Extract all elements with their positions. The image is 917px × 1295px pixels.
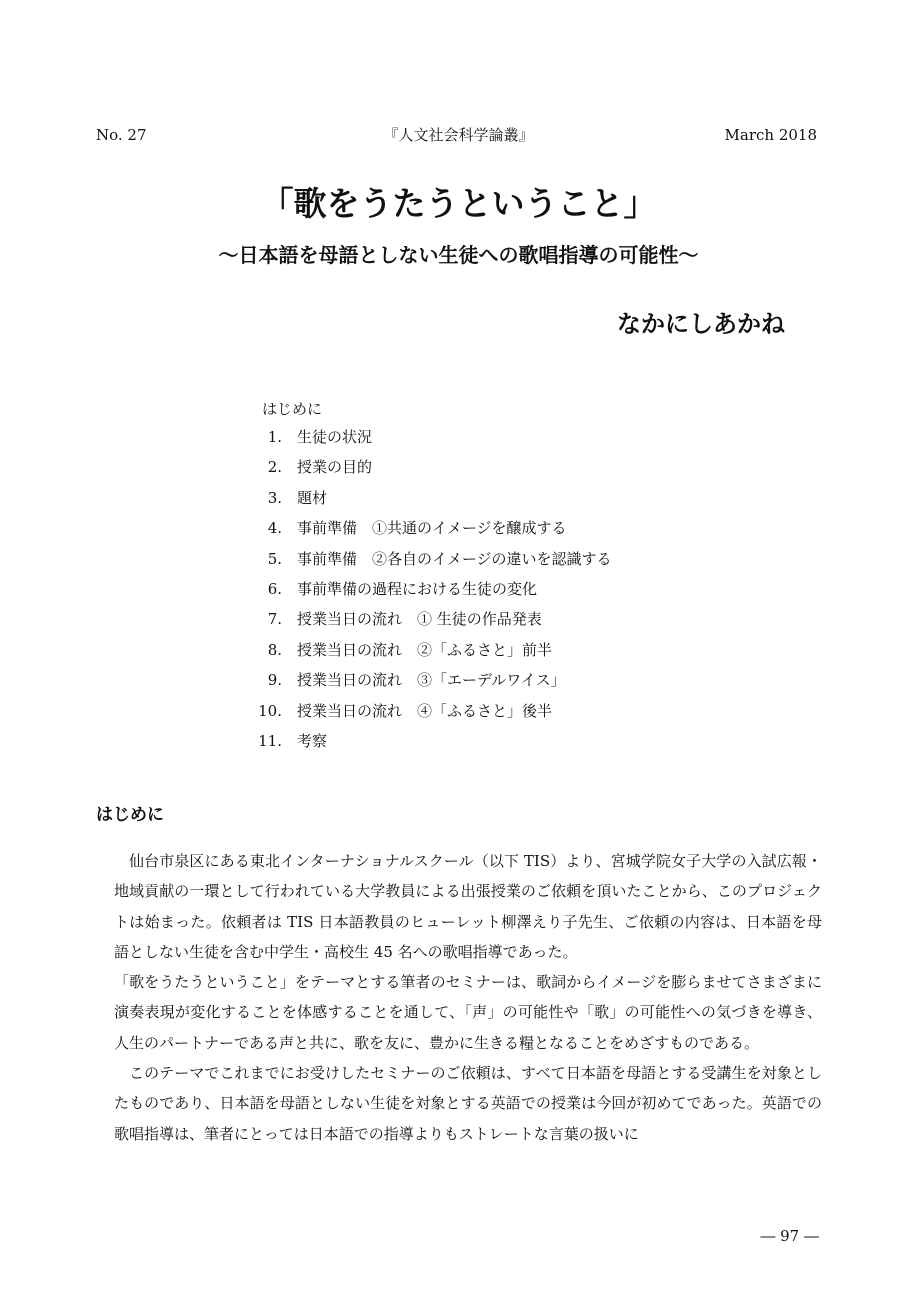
toc-item-number: 4. — [267, 519, 282, 538]
toc-item-text: 事前準備 ②各自のイメージの違いを認識する — [297, 549, 612, 568]
toc-item-number: 2. — [267, 458, 282, 477]
toc-item-number: 8. — [267, 640, 282, 659]
toc-item-text: 授業の目的 — [297, 458, 373, 477]
toc-item-text: 授業当日の流れ ③「エーデルワイス」 — [297, 671, 566, 690]
toc-item-text: 授業当日の流れ ① 生徒の作品発表 — [297, 610, 542, 629]
paper-title: 「歌をうたうということ」 — [260, 184, 657, 223]
toc-intro: はじめに — [262, 400, 323, 418]
paragraph: このテーマでこれまでにお受けしたセミナーのご依頼は、すべて日本語を母語とする受講生を対象としたものであり、日本語を母語としない生徒を対象とする英語での授業は今回が初めてであった。英語での歌唱指導は、筆者にとっては日本語での指導よりもストレートな言葉の扱いに — [114, 1064, 822, 1143]
toc-item-text: 生徒の状況 — [297, 428, 373, 446]
toc-item-number: 5. — [267, 549, 282, 568]
paragraph: 仙台市泉区にある東北インターナショナルスクール（以下 TIS）より、宮城学院女子大学の入試広報・地域貢献の一環として行われている大学教員による出張授業のご依頼を頂いたことから、このプロジェクトは始まった。依頼者は TIS 日本語教員のヒューレット柳澤えり子先生、ご依頼の内容は、日本語を母語としない生徒を含む中学生・高校生 45 名への歌唱指導であった。 — [114, 852, 822, 961]
toc-item-number: 11. — [258, 731, 282, 750]
publication-date: March 2018 — [724, 126, 817, 144]
issue-number: No. 27 — [96, 126, 147, 144]
paragraph: 「歌をうたうということ」をテーマとする筆者のセミナーは、歌詞からイメージを膨らませてさまざまに演奏表現が変化することを体感することを通して、「声」の可能性や「歌」の可能性への気づきを導き、人生のパートナーである声と共に、歌を友に、豊かに生きる糧となることをめざすものである。 — [114, 973, 822, 1052]
toc-item-number: 1. — [267, 428, 282, 446]
journal-name: 『人文社会科学論叢』 — [383, 126, 534, 144]
toc-item-text: 事前準備 ①共通のイメージを醸成する — [297, 519, 567, 538]
toc-item-number: 6. — [267, 579, 282, 598]
toc-item-text: 考察 — [297, 731, 328, 750]
toc-item-text: 授業当日の流れ ②「ふるさと」前半 — [297, 640, 553, 659]
toc-item-number: 3. — [267, 488, 282, 507]
paper-subtitle: ～日本語を母語としない生徒への歌唱指導の可能性～ — [218, 243, 699, 267]
toc-item-number: 9. — [267, 671, 282, 690]
toc-item-number: 7. — [267, 610, 282, 629]
body-text — [114, 846, 822, 1149]
toc-item-text: 事前準備の過程における生徒の変化 — [297, 579, 538, 598]
section-heading: はじめに — [96, 805, 164, 825]
page-number: ― 97 ― — [760, 1227, 819, 1245]
toc-item-number: 10. — [258, 701, 282, 720]
toc-item-text: 題材 — [297, 488, 328, 507]
author-name: なかにしあかね — [617, 309, 785, 338]
toc-item-text: 授業当日の流れ ④「ふるさと」後半 — [297, 701, 553, 720]
